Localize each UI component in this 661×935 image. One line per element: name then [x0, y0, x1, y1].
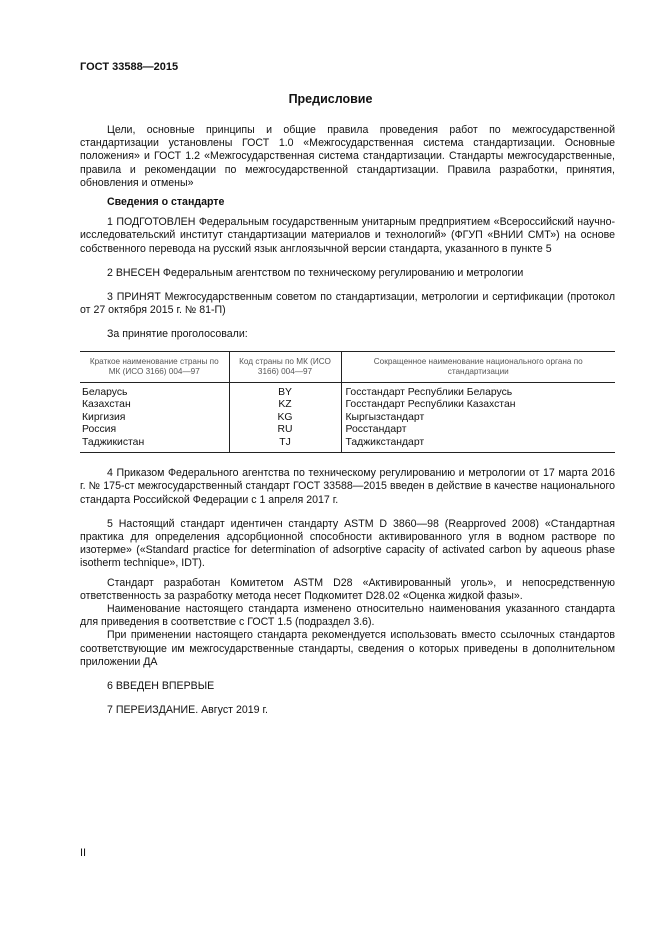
country-code: KZ [229, 399, 341, 412]
vote-label: За принятие проголосовали: [107, 328, 248, 341]
standards-body: Росстандарт [341, 424, 615, 437]
section-title: Сведения о стандарте [107, 196, 225, 209]
vote-table [80, 351, 615, 454]
table-row [80, 399, 615, 412]
item-5-committee-paragraph: Стандарт разработан Комитетом ASTM D28 «Активированный уголь», и непосредственную ответственность за разработку метода несет Подкомитет D28.02 «Оценка жидкой фазы». [80, 576, 615, 602]
item-7-paragraph: 7 ПЕРЕИЗДАНИЕ. Август 2019 г. [107, 704, 268, 717]
item-5-references-paragraph: При применении настоящего стандарта рекомендуется использовать вместо ссылочных стандартов соответствующие им межгосударственные стандарты, сведения о которых приведены в дополнительном приложении ДА [80, 629, 615, 668]
country-name: Беларусь [82, 386, 128, 398]
item-1-paragraph: 1 ПОДГОТОВЛЕН Федеральным государственным унитарным предприятием «Всероссийский научно-исследовательский институт стандартизации материалов и технологий» (ФГУП «ВНИИ СМТ») на основе собственного перевода на русский язык англоязычной версии стандарта, указанного в пункте 5 [80, 216, 615, 255]
table-row [80, 424, 615, 437]
item-5-name-change-paragraph: Наименование настоящего стандарта изменено относительно наименования указанного стандарта для приведения в соответствие с ГОСТ 1.5 (подраздел 3.6). [80, 602, 615, 629]
table-row [80, 382, 615, 399]
country-name: Киргизия [82, 411, 126, 423]
header-country-code: Код страны по МК (ИСО 3166) 004—97 [229, 351, 341, 382]
table-header-row [80, 351, 615, 382]
intro-paragraph: Цели, основные принципы и общие правила проведения работ по межгосударственной стандартизации установлены ГОСТ 1.0 «Межгосударственная система стандартизации. Основные положения» и ГОСТ 1.2 «Межгосударственная система стандартизации. Стандарты межгосударственные, правила и рекомендации по межгосударственной стандартизации. Правила разработки, принятия, обновления и отмены» [80, 124, 615, 189]
country-name: Таджикистан [80, 437, 229, 453]
header-country-name: Краткое наименование страны по МК (ИСО 3166) 004—97 [80, 351, 229, 382]
table-row [80, 437, 615, 453]
item-6-paragraph: 6 ВВЕДЕН ВПЕРВЫЕ [107, 679, 215, 692]
standards-body: Таджикстандарт [341, 437, 615, 453]
item-4-paragraph: 4 Приказом Федерального агентства по техническому регулированию и метрологии от 17 марта 2016 г. № 175-ст межгосударственный стандарт ГОСТ 33588—2015 введен в действие в качестве национального стандарта Российской Федерации с 1 апреля 2017 г. [80, 467, 615, 506]
country-code: BY [229, 382, 341, 399]
country-name: Россия [82, 424, 117, 436]
page-title: Предисловие [288, 92, 373, 106]
item-2-paragraph: 2 ВНЕСЕН Федеральным агентством по техническому регулированию и метрологии [107, 266, 524, 279]
country-code: RU [229, 424, 341, 437]
table-row [80, 412, 615, 425]
item-5-paragraph: 5 Настоящий стандарт идентичен стандарту ASTM D 3860—98 (Reapproved 2008) «Стандартная практика для определения адсорбционной способности активированного угля в водном растворе по изотерме» («Standard practice for determination of adsorptive capacity of activated carbon by aqueous phase isotherm technique», IDT). [80, 517, 615, 570]
country-name: Казахстан [82, 399, 131, 411]
foreword-body [80, 124, 615, 717]
country-code: KG [229, 412, 341, 425]
standards-body: Госстандарт Республики Беларусь [341, 382, 615, 399]
header-standards-body: Сокращенное наименование национального органа по стандартизации [341, 351, 615, 382]
page-number: II [80, 847, 87, 859]
standards-body: Кыргызстандарт [341, 412, 615, 425]
standards-body: Госстандарт Республики Казахстан [341, 399, 615, 412]
country-code: TJ [229, 437, 341, 453]
document-number-header: ГОСТ 33588—2015 [80, 61, 179, 73]
item-3-paragraph: 3 ПРИНЯТ Межгосударственным советом по стандартизации, метрологии и сертификации (протокол от 27 октября 2015 г. № 81-П) [80, 291, 615, 317]
